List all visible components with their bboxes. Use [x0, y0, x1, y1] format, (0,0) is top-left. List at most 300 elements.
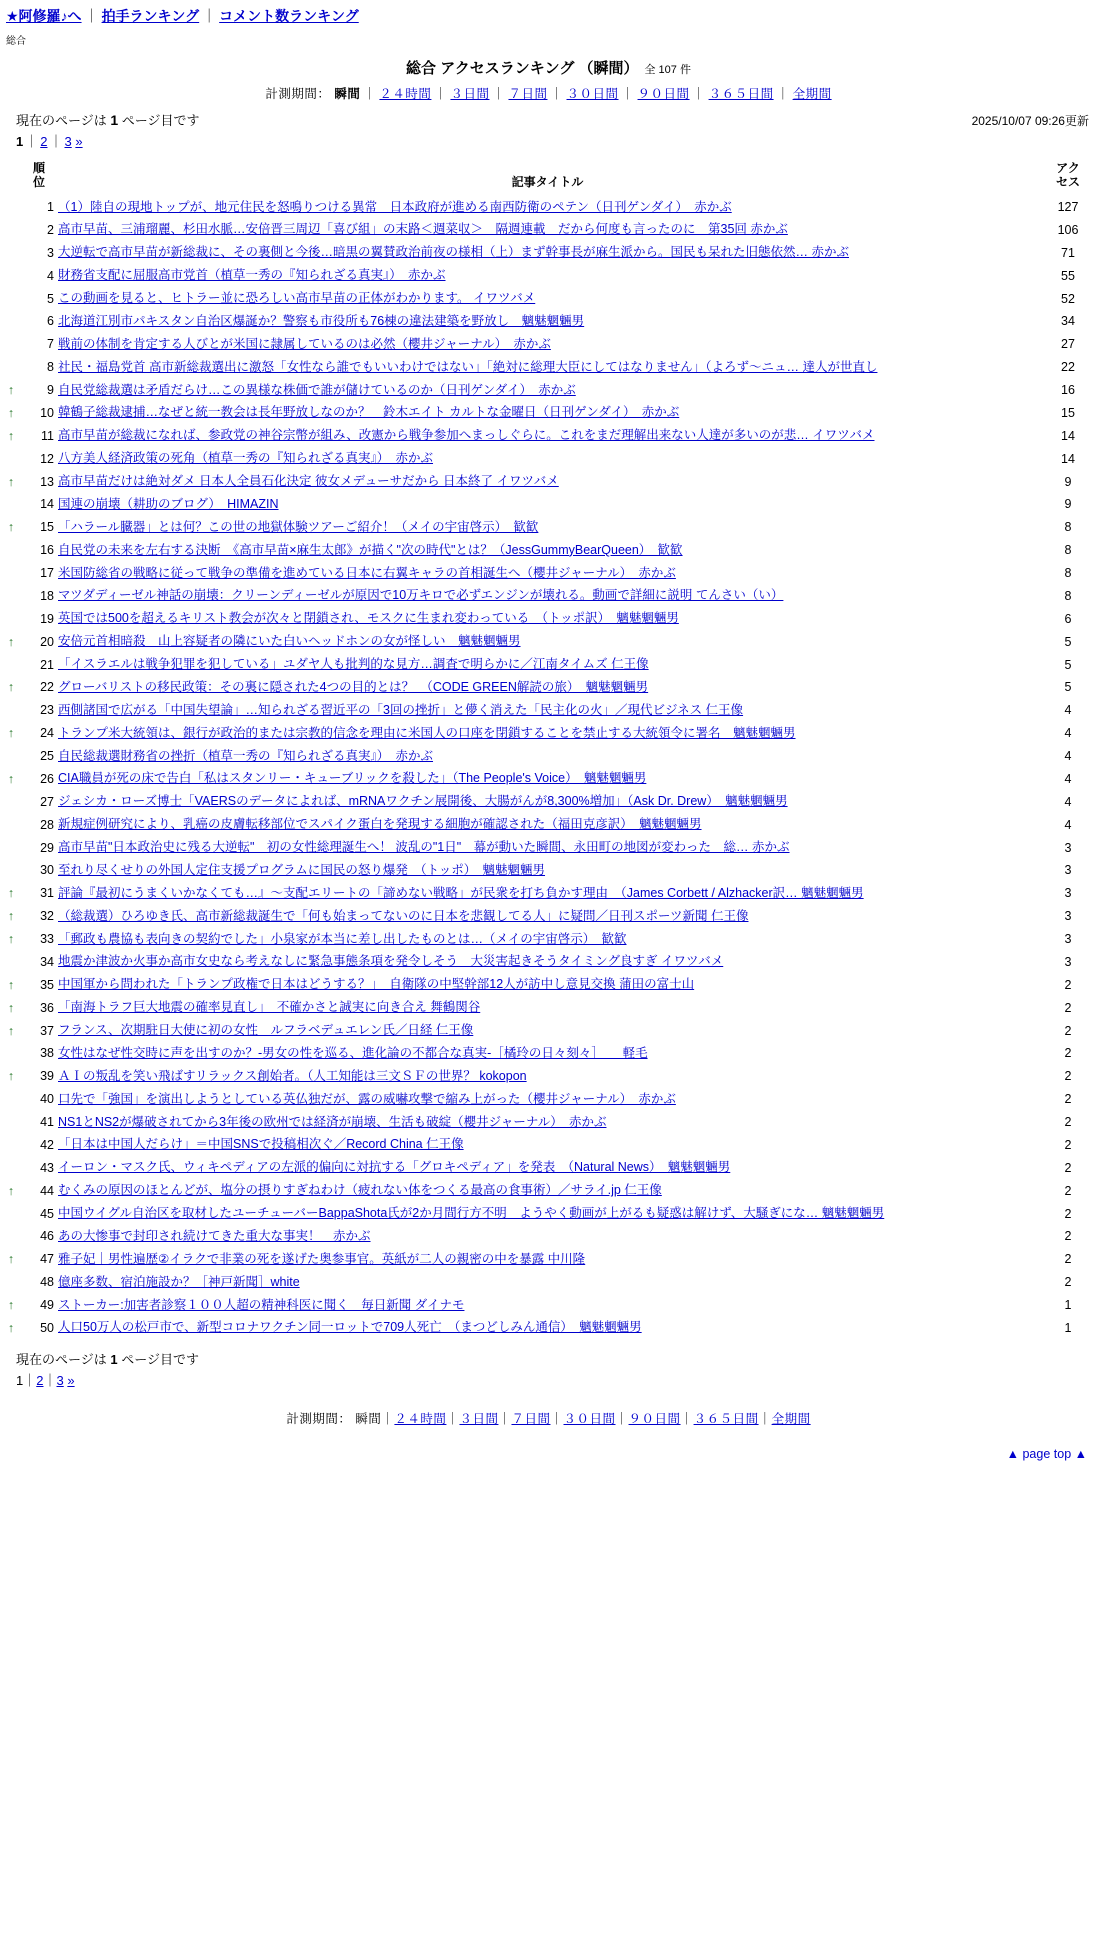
access-count: 9 — [1064, 497, 1072, 512]
article-title-link[interactable]: ストーカー:加害者診察１００人超の精神科医に聞く 毎日新聞 ダイナモ — [58, 1297, 465, 1312]
pagination-next-top[interactable]: » — [75, 134, 83, 149]
rank-number: 12 — [40, 451, 54, 466]
article-title-link[interactable]: 財務省支配に屈服高市党首（植草一秀の『知られざる真実』） 赤かぶ — [58, 268, 446, 283]
rank-number: 31 — [40, 886, 54, 901]
period-option-3d-top[interactable]: ３日間 — [450, 87, 490, 101]
article-title-link[interactable]: グローバリストの移民政策：その裏に隠された4つの目的とは？ （CODE GREEN解読の旅） 魑魅魍魎男 — [58, 679, 649, 694]
article-title-link[interactable]: 億座多数、宿泊施設か？［神戸新聞］white — [58, 1274, 300, 1289]
table-row — [0, 790, 1097, 813]
period-option-24h-top[interactable]: ２４時間 — [379, 87, 432, 101]
article-title-cell — [56, 1042, 1039, 1065]
rank-change-arrow-icon: ↑ — [7, 1252, 15, 1267]
table-row — [0, 401, 1097, 424]
table-row — [0, 767, 1097, 790]
article-title-cell — [56, 1111, 1039, 1134]
article-title-link[interactable]: 高市早苗"日本政治史に残る大逆転" 初の女性総理誕生へ！ 波乱の"1日" 幕が動いた瞬間、永田町の地図が変わった 総… 赤かぶ — [58, 840, 790, 855]
article-title-link[interactable]: 国連の崩壊（耕助のブログ） HIMAZIN — [58, 496, 279, 511]
rank-number: 48 — [40, 1275, 54, 1290]
table-row — [0, 996, 1097, 1019]
article-title-cell — [56, 973, 1039, 996]
table-row — [0, 196, 1097, 219]
col-header-access-line2: セス — [1055, 174, 1080, 189]
page-status-prefix-bottom: 現在のページは — [16, 1352, 107, 1368]
article-title-link[interactable]: NS1とNS2が爆破されてから3年後の欧州では経済が崩壊、生活も破綻（櫻井ジャーナル） 赤かぶ — [58, 1114, 607, 1129]
access-count: 2 — [1064, 977, 1072, 992]
table-row — [0, 676, 1097, 699]
article-title-link[interactable]: 評論『最初にうまくいかなくても…』～支配エリートの「諦めない戦略」が民衆を打ち負かす理由 （James Corbett / Alzhacker訳… 魑魅魍魎男 — [58, 885, 864, 900]
article-title-link[interactable]: 「日本は中国人だらけ」＝中国SNSで投稿相次ぐ／Record China 仁王像 — [58, 1137, 464, 1152]
article-title-link[interactable]: 西側諸国で広がる「中国失望論」…知られざる習近平の「3回の挫折」と儚く消えた「民主化の火」／現代ビジネス 仁王像 — [58, 702, 744, 717]
rank-change-arrow-icon — [0, 1225, 22, 1248]
rank-number: 27 — [40, 794, 54, 809]
article-title-link[interactable]: 「南海トラフ巨大地震の確率見直し」 不確かさと誠実に向き合え 舞鶴関谷 — [58, 1000, 481, 1015]
table-row — [0, 630, 1097, 653]
article-title-link[interactable]: 「郵政も農協も表向きの契約でした」小泉家が本当に差し出したものとは…（メイの宇宙啓示） 歓歓 — [58, 931, 627, 946]
breadcrumb: 総合 — [6, 36, 26, 47]
access-count: 5 — [1064, 657, 1072, 672]
rank-change-arrow-icon — [0, 790, 22, 813]
access-count: 15 — [1061, 405, 1075, 420]
rank-change-arrow-icon: ↑ — [7, 428, 15, 443]
table-row — [0, 539, 1097, 562]
table-row — [0, 1042, 1097, 1065]
article-title-cell — [56, 928, 1039, 951]
nav-link-asyura[interactable]: ★阿修羅♪へ — [6, 8, 82, 24]
ranking-table — [0, 160, 1097, 1339]
table-row — [0, 1019, 1097, 1042]
pagination-page-2-top[interactable]: 2 — [40, 134, 48, 149]
access-count: 55 — [1061, 268, 1075, 283]
article-title-link[interactable]: 大逆転で高市早苗が新総裁に、その裏側と今後…暗黒の翼賛政治前夜の様相（上）まず幹事長が麻生派から。国民も呆れた旧態依然… 赤かぶ — [58, 245, 849, 260]
rank-number: 11 — [41, 428, 54, 443]
access-count: 71 — [1061, 245, 1075, 260]
table-row — [0, 241, 1097, 264]
access-count: 8 — [1064, 520, 1072, 535]
access-count: 22 — [1061, 360, 1075, 375]
access-count: 2 — [1064, 1229, 1072, 1244]
article-title-cell — [56, 836, 1039, 859]
access-count: 1 — [1064, 1320, 1072, 1335]
article-title-link[interactable]: 韓鶴子総裁逮捕…なぜと統一教会は長年野放しなのか？ 鈴木エイト カルトな金曜日（日刊ゲンダイ） 赤かぶ — [58, 405, 680, 420]
rank-number: 16 — [40, 543, 54, 558]
article-title-link[interactable]: 英国では500を超えるキリスト教会が次々と閉鎖され、モスクに生まれ変わっている （トッポ訳） 魑魅魍魎男 — [58, 611, 679, 626]
article-title-link[interactable]: ジェシカ・ローズ博士「VAERSのデータによれば、mRNAワクチン展開後、大腸がんが8,300%増加」（Ask Dr. Drew） 魑魅魍魎男 — [58, 794, 788, 809]
article-title-cell — [56, 859, 1039, 882]
rank-number: 22 — [40, 680, 54, 695]
rank-change-arrow-icon: ↑ — [7, 1320, 15, 1335]
rank-number: 21 — [40, 657, 54, 672]
table-row — [0, 699, 1097, 722]
col-header-arrow — [0, 160, 22, 196]
rank-change-arrow-icon: ↑ — [7, 1023, 15, 1038]
article-title-cell — [56, 1179, 1039, 1202]
rank-number: 43 — [40, 1160, 54, 1175]
rank-number: 18 — [40, 588, 54, 603]
article-title-link[interactable]: トランプ米大統領は、銀行が政治的または宗教的信念を理由に米国人の口座を閉鎖することを禁止する大統領令に署名 魑魅魍魎男 — [58, 725, 796, 740]
access-count: 2 — [1064, 1183, 1072, 1198]
col-header-rank-line1: 順 — [32, 161, 45, 175]
table-row — [0, 973, 1097, 996]
article-title-cell — [56, 264, 1039, 287]
article-title-link[interactable]: マツダディーゼル神話の崩壊：クリーンディーゼルが原因で10万キロで必ずエンジンが壊れる。動画で詳細に説明 てんさい（い） — [58, 588, 784, 603]
period-option-all-top[interactable]: 全期間 — [792, 87, 832, 101]
article-title-cell — [56, 516, 1039, 539]
period-sep-b2: ｜ — [446, 1412, 460, 1427]
article-title-cell — [56, 447, 1039, 470]
article-title-cell — [56, 790, 1039, 813]
access-count: 4 — [1064, 726, 1072, 741]
rank-change-arrow-icon — [0, 859, 22, 882]
page-status-row-top — [0, 102, 1097, 129]
period-option-all-bottom[interactable]: 全期間 — [771, 1412, 811, 1427]
article-title-cell — [56, 562, 1039, 585]
table-row — [0, 287, 1097, 310]
access-count: 2 — [1064, 1160, 1072, 1175]
article-title-link[interactable]: 中国ウイグル自治区を取材したユーチューバーBappaShota氏が2か月間行方不明 ようやく動画が上がるも疑惑は解けず、大騒ぎにな… 魑魅魍魎男 — [58, 1206, 885, 1221]
rank-number: 28 — [40, 817, 54, 832]
access-count: 16 — [1061, 383, 1075, 398]
article-title-link[interactable]: 安倍元首相暗殺 山上容疑者の隣にいた白いヘッドホンの女が怪しい 魑魅魍魎男 — [58, 634, 521, 649]
rank-change-arrow-icon — [0, 447, 22, 470]
page-status-number-top: 1 — [110, 112, 119, 128]
article-title-link[interactable]: 地震か津波か火事か高市女史なら考えなしに緊急事態条項を発令しそう 大災害起きそうタイミング良すぎ イワツバメ — [58, 954, 724, 969]
article-title-link[interactable]: むくみの原因のほとんどが、塩分の摂りすぎねわけ（疲れない体をつくる最高の食事術）／サライ.jp 仁王像 — [58, 1183, 662, 1198]
table-row — [0, 722, 1097, 745]
table-row — [0, 218, 1097, 241]
page-title-block — [0, 57, 1097, 78]
article-title-cell — [56, 241, 1039, 264]
period-sep-3: ｜ — [492, 87, 506, 101]
rank-change-arrow-icon: ↑ — [7, 909, 15, 924]
period-selector-top — [0, 84, 1097, 102]
access-count: 3 — [1064, 909, 1072, 924]
table-row — [0, 836, 1097, 859]
table-row — [0, 859, 1097, 882]
article-title-cell — [56, 424, 1039, 447]
period-sep-b6: ｜ — [680, 1412, 694, 1427]
access-count: 3 — [1064, 863, 1072, 878]
col-header-access — [1039, 160, 1097, 196]
rank-number: 33 — [40, 932, 54, 947]
access-count: 52 — [1061, 291, 1075, 306]
access-count: 2 — [1064, 1137, 1072, 1152]
rank-change-arrow-icon — [0, 1088, 22, 1111]
article-title-cell — [56, 905, 1039, 928]
period-sep-5: ｜ — [621, 87, 635, 101]
table-row — [0, 813, 1097, 836]
pagination-page-2-bottom[interactable]: 2 — [36, 1373, 44, 1389]
table-row — [0, 1316, 1097, 1339]
rank-change-arrow-icon — [0, 539, 22, 562]
period-selector-bottom — [0, 1399, 1097, 1441]
rank-change-arrow-icon — [0, 699, 22, 722]
table-row — [0, 1111, 1097, 1134]
rank-change-arrow-icon — [0, 218, 22, 241]
access-count: 3 — [1064, 954, 1072, 969]
access-count: 8 — [1064, 566, 1072, 581]
article-title-link[interactable]: 雅子妃｜男性遍歴②イラクで非業の死を遂げた奥参事官。英紙が二人の親密の中を暴露 中川隆 — [58, 1251, 586, 1266]
access-count: 2 — [1064, 1023, 1072, 1038]
article-title-link[interactable]: 高市早苗だけは絶対ダメ 日本人全員石化決定 彼女メデューサだから 日本終了 イワツバメ — [58, 474, 559, 489]
rank-number: 25 — [40, 749, 54, 764]
article-title-link[interactable]: 北海道江別市パキスタン自治区爆誕か？警察も市役所も76棟の違法建築を野放し 魑魅魍魎男 — [58, 313, 585, 328]
article-title-cell — [56, 722, 1039, 745]
table-row — [0, 1225, 1097, 1248]
access-count: 8 — [1064, 543, 1072, 558]
rank-change-arrow-icon: ↑ — [7, 1298, 15, 1313]
article-title-link[interactable]: あの大惨事で封印され続けてきた重大な事実！ 赤かぶ — [58, 1228, 371, 1243]
table-header-row — [0, 160, 1097, 196]
pagination-bottom — [0, 1368, 1097, 1399]
period-option-90d-top[interactable]: ９０日間 — [637, 87, 690, 101]
table-row — [0, 1202, 1097, 1225]
article-title-link[interactable]: イーロン・マスク氏、ウィキペディアの左派的偏向に対抗する「グロキペディア」を発表 （Natural News） 魑魅魍魎男 — [58, 1160, 731, 1175]
period-option-365d-bottom[interactable]: ３６５日間 — [693, 1412, 759, 1427]
rank-change-arrow-icon — [0, 1202, 22, 1225]
pagination-top — [0, 129, 1097, 156]
table-row — [0, 1248, 1097, 1271]
rank-change-arrow-icon — [0, 333, 22, 356]
period-sep-b5: ｜ — [615, 1412, 629, 1427]
nav-separator-2: ｜ — [202, 8, 217, 24]
access-count: 127 — [1057, 200, 1079, 215]
access-count: 2 — [1064, 1092, 1072, 1107]
period-option-current-bottom[interactable]: 瞬間 — [355, 1412, 382, 1427]
article-title-link[interactable]: ＡＩの叛乱を笑い飛ばすリラックス創始者。（人工知能は三文ＳＦの世界？ kokopon — [58, 1068, 527, 1083]
article-title-link[interactable]: CIA職員が死の床で告白「私はスタンリー・キューブリックを殺した」（The People's Voice） 魑魅魍魎男 — [58, 771, 647, 786]
article-title-cell — [56, 356, 1039, 379]
article-title-link[interactable]: フランス、次期駐日大使に初の女性 ルフラベデュエレン氏／日経 仁王像 — [58, 1023, 474, 1038]
article-title-cell — [56, 1248, 1039, 1271]
access-count: 3 — [1064, 886, 1072, 901]
article-title-cell — [56, 401, 1039, 424]
table-row — [0, 905, 1097, 928]
pagination-next-bottom[interactable]: » — [67, 1373, 75, 1389]
page-status-bottom — [0, 1339, 1097, 1368]
table-row — [0, 333, 1097, 356]
period-sep-7: ｜ — [776, 87, 790, 101]
rank-change-arrow-icon — [0, 607, 22, 630]
page-status-prefix-top: 現在のページは — [16, 113, 107, 128]
table-row — [0, 264, 1097, 287]
table-row — [0, 379, 1097, 402]
table-row — [0, 1088, 1097, 1111]
pagination-sep-top-1: ｜ — [25, 134, 39, 149]
rank-change-arrow-icon — [0, 653, 22, 676]
period-sep-b3: ｜ — [498, 1412, 512, 1427]
article-title-link[interactable]: 新規症例研究により、乳癌の皮膚転移部位でスパイク蛋白を発現する細胞が確認された（福田克彦訳） 魑魅魍魎男 — [58, 817, 702, 832]
period-option-365d-top[interactable]: ３６５日間 — [708, 87, 774, 101]
article-title-cell — [56, 607, 1039, 630]
article-title-cell — [56, 630, 1039, 653]
article-title-cell — [56, 1019, 1039, 1042]
table-row — [0, 562, 1097, 585]
article-title-link[interactable]: 八方美人経済政策の死角（植草一秀の『知られざる真実』） 赤かぶ — [58, 451, 434, 466]
access-count: 5 — [1064, 680, 1072, 695]
access-count: 5 — [1064, 634, 1072, 649]
rank-number: 44 — [40, 1183, 54, 1198]
article-title-cell — [56, 333, 1039, 356]
article-title-link[interactable]: 自民党の未来を左右する決断 《高市早苗×麻生太郎》が描く"次の時代"とは？（JessGummyBearQueen） 歓歓 — [58, 542, 683, 557]
period-option-30d-bottom[interactable]: ３０日間 — [563, 1412, 616, 1427]
article-title-cell — [56, 493, 1039, 516]
article-title-link[interactable]: この動画を見ると、ヒトラー並に恐ろしい高市早苗の正体がわかります。 イワツバメ — [58, 291, 536, 306]
page-status-number-bottom: 1 — [110, 1352, 118, 1368]
nav-link-comment-ranking[interactable]: コメント数ランキング — [219, 8, 359, 24]
rank-number: 47 — [40, 1252, 54, 1267]
rank-change-arrow-icon: ↑ — [7, 405, 15, 420]
rank-number: 30 — [40, 863, 54, 878]
rank-change-arrow-icon: ↑ — [7, 520, 15, 535]
period-option-7d-top[interactable]: ７日間 — [508, 87, 548, 101]
article-title-link[interactable]: 口先で「強国」を演出しようとしている英仏独だが、露の威嚇攻撃で縮み上がった（櫻井ジャーナル） 赤かぶ — [58, 1091, 676, 1106]
rank-number: 10 — [40, 405, 54, 420]
rank-change-arrow-icon — [0, 196, 22, 219]
article-title-cell — [56, 1156, 1039, 1179]
article-title-link[interactable]: 「イスラエルは戦争犯罪を犯している」ユダヤ人も批判的な見方…調査で明らかに／江南タイムズ 仁王像 — [58, 657, 649, 672]
period-label-bottom: 計測期間： — [286, 1412, 352, 1427]
article-title-cell — [56, 996, 1039, 1019]
article-title-link[interactable]: 中国軍から問われた「トランプ政権で日本はどうする？」 自衛隊の中堅幹部12人が訪中し意見交換 蒲田の富士山 — [58, 977, 695, 992]
rank-number: 7 — [47, 337, 54, 352]
article-title-link[interactable]: 至れり尽くせりの外国人定住支援プログラムに国民の怒り爆発 （トッポ） 魑魅魍魎男 — [58, 862, 546, 877]
table-row — [0, 584, 1097, 607]
rank-change-arrow-icon: ↑ — [7, 771, 15, 786]
period-option-3d-bottom[interactable]: ３日間 — [459, 1412, 499, 1427]
page-title: 総合 アクセスランキング （瞬間） — [406, 60, 639, 77]
rank-change-arrow-icon — [0, 241, 22, 264]
access-count: 4 — [1064, 794, 1072, 809]
col-header-rank-line2: 位 — [32, 174, 45, 189]
access-count: 14 — [1061, 428, 1075, 443]
rank-number: 29 — [40, 840, 54, 855]
rank-change-arrow-icon — [0, 264, 22, 287]
rank-number: 15 — [40, 520, 54, 535]
period-option-current-top[interactable]: 瞬間 — [334, 87, 361, 101]
rank-number: 6 — [47, 314, 54, 329]
article-title-cell — [56, 379, 1039, 402]
col-header-title: 記事タイトル — [511, 174, 584, 189]
article-title-link[interactable]: 人口50万人の松戸市で、新型コロナワクチン同一ロットで709人死亡 （まつどしみん通信） 魑魅魍魎男 — [58, 1320, 642, 1335]
period-option-7d-bottom[interactable]: ７日間 — [511, 1412, 551, 1427]
access-count: 9 — [1064, 474, 1072, 489]
total-count: 全 107 件 — [644, 64, 691, 76]
table-row — [0, 928, 1097, 951]
article-title-cell — [56, 1065, 1039, 1088]
article-title-link[interactable]: 戦前の体制を肯定する人びとが米国に隷属しているのは必然（櫻井ジャーナル） 赤かぶ — [58, 336, 551, 351]
article-title-cell — [56, 196, 1039, 219]
rank-number: 13 — [40, 474, 54, 489]
article-title-cell — [56, 1294, 1039, 1317]
article-title-cell — [56, 1316, 1039, 1339]
col-header-rank — [22, 160, 56, 196]
rank-number: 32 — [40, 909, 54, 924]
article-title-link[interactable]: 社民・福島党首 高市新総裁選出に激怒「女性なら誰でもいいわけではない」「絶対に総理大臣にしてはなりません」（よろず～ニュ… 達人が世直し — [58, 359, 878, 374]
pagination-sep-bottom-2: ｜ — [43, 1373, 57, 1389]
table-row — [0, 1156, 1097, 1179]
rank-number: 42 — [40, 1137, 54, 1152]
table-row — [0, 745, 1097, 768]
article-title-link[interactable]: （総裁選）ひろゆき氏、高市新総裁誕生で「何も始まってないのに日本を悲観してる人」に疑問／日刊スポーツ新聞 仁王像 — [58, 908, 749, 923]
pagination-sep-top-2: ｜ — [49, 134, 63, 149]
access-count: 1 — [1064, 1298, 1072, 1313]
rank-change-arrow-icon — [0, 1271, 22, 1294]
pagination-page-3-top[interactable]: 3 — [64, 134, 72, 149]
rank-number: 39 — [40, 1069, 54, 1084]
period-sep-b4: ｜ — [550, 1412, 564, 1427]
rank-number: 9 — [47, 383, 54, 398]
article-title-link[interactable]: 米国防総省の戦略に従って戦争の準備を進めている日本に右翼キャラの首相誕生へ（櫻井ジャーナル） 赤かぶ — [58, 565, 676, 580]
top-navigation — [0, 0, 1097, 30]
access-count: 4 — [1064, 749, 1072, 764]
pagination-page-3-bottom[interactable]: 3 — [56, 1373, 64, 1389]
rank-change-arrow-icon — [0, 836, 22, 859]
access-count: 4 — [1064, 703, 1072, 718]
rank-number: 37 — [40, 1023, 54, 1038]
access-count: 2 — [1064, 1046, 1072, 1061]
rank-number: 45 — [40, 1206, 54, 1221]
rank-number: 26 — [40, 771, 54, 786]
article-title-link[interactable]: （1）陸自の現地トップが、地元住民を怒鳴りつける異常 日本政府が進める南西防衛のペテン（日刊ゲンダイ） 赤かぶ — [58, 199, 732, 214]
access-count: 3 — [1064, 840, 1072, 855]
table-row — [0, 310, 1097, 333]
access-count: 2 — [1064, 1275, 1072, 1290]
article-title-cell — [56, 287, 1039, 310]
article-title-link[interactable]: 「ハラール臓器」とは何？この世の地獄体験ツアーご紹介！（メイの宇宙啓示） 歓歓 — [58, 519, 539, 534]
period-option-90d-bottom[interactable]: ９０日間 — [628, 1412, 681, 1427]
rank-number: 50 — [40, 1320, 54, 1335]
pagination-sep-bottom-1: ｜ — [23, 1373, 37, 1389]
article-title-link[interactable]: 高市早苗が総裁になれば、参政党の神谷宗幣が組み、改憲から戦争参加へまっしぐらに。これをまだ理解出来ない人達が多いのが悲… イワツバメ — [58, 428, 875, 443]
article-title-link[interactable]: 自民総裁選財務省の挫折（植草一秀の『知られざる真実』） 赤かぶ — [58, 748, 434, 763]
article-title-cell — [56, 539, 1039, 562]
rank-number: 38 — [40, 1046, 54, 1061]
rank-change-arrow-icon: ↑ — [7, 726, 15, 741]
access-count: 14 — [1061, 451, 1075, 466]
rank-number: 41 — [40, 1115, 54, 1130]
rank-number: 8 — [47, 360, 54, 375]
page-status-suffix-bottom: ページ目です — [121, 1352, 199, 1368]
rank-change-arrow-icon: ↑ — [7, 634, 15, 649]
pagination-current-top: 1 — [16, 134, 24, 149]
period-option-24h-bottom[interactable]: ２４時間 — [394, 1412, 447, 1427]
page-status-suffix-top: ページ目です — [121, 113, 200, 128]
access-count: 6 — [1064, 611, 1072, 626]
rank-number: 5 — [47, 291, 54, 306]
rank-number: 49 — [40, 1298, 54, 1313]
table-row — [0, 653, 1097, 676]
rank-number: 4 — [47, 268, 54, 283]
rank-number: 14 — [40, 497, 54, 512]
table-row — [0, 424, 1097, 447]
article-title-link[interactable]: 女性はなぜ性交時に声を出すのか？-男女の性を巡る、進化論の不都合な真実-［橘玲の日々刻々］ 軽毛 — [58, 1045, 648, 1060]
rank-change-arrow-icon — [0, 287, 22, 310]
rank-number: 40 — [40, 1092, 54, 1107]
article-title-link[interactable]: 高市早苗、三浦瑠麗、杉田水脈…安倍晋三周辺「喜び組」の末路＜週菜収＞ 隔週連載 だから何度も言ったのに 第35回 赤かぶ — [58, 222, 788, 237]
article-title-link[interactable]: 自民党総裁選は矛盾だらけ…この異様な株価で誰が儲けているのか（日刊ゲンダイ） 赤かぶ — [58, 382, 576, 397]
article-title-cell — [56, 470, 1039, 493]
access-count: 4 — [1064, 771, 1072, 786]
table-row — [0, 882, 1097, 905]
rank-change-arrow-icon — [0, 584, 22, 607]
rank-change-arrow-icon — [0, 310, 22, 333]
period-option-30d-top[interactable]: ３０日間 — [566, 87, 619, 101]
article-title-cell — [56, 1202, 1039, 1225]
access-count: 27 — [1061, 337, 1075, 352]
nav-link-applause-ranking[interactable]: 拍手ランキング — [101, 8, 200, 24]
rank-change-arrow-icon: ↑ — [7, 383, 15, 398]
page-top-link[interactable]: ▲ page top ▲ — [1006, 1447, 1087, 1462]
